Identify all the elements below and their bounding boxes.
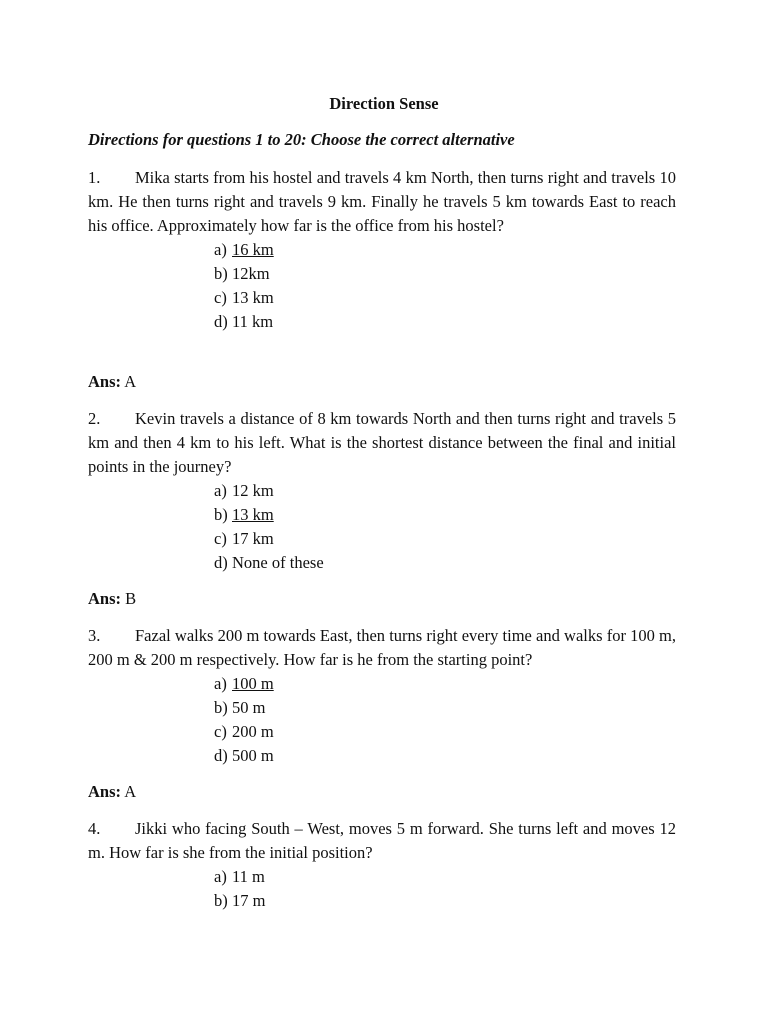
option-b: b) 50 m [214,698,266,717]
option-list [88,672,676,768]
option-b: b) 13 km [214,505,274,524]
option-b: b) 17 m [214,891,266,910]
answer-1 [88,372,136,392]
question-number: 4. [88,819,101,838]
answer-label: Ans: [88,782,122,801]
option-d: d) 11 km [214,312,274,331]
question-number: 3. [88,626,101,645]
answer-label: Ans: [88,589,122,608]
directions-text: Directions for questions 1 to 20: Choose the correct alternative [88,130,515,149]
option-list [88,865,676,913]
document-title: Direction Sense [329,94,439,113]
question-text [88,624,676,672]
option-list [88,479,676,575]
option-c: c) 200 m [214,722,274,741]
answer-value: B [125,589,137,608]
question-text [88,407,676,479]
option-d: d) 500 m [214,746,274,765]
question-body: Kevin travels a distance of 8 km towards North and then turns right and travels 5 km and then 4 km to his left. What is the shortest distance between the final and initial points in the journey? [88,409,676,476]
option-a: a) 11 m [214,867,265,886]
answer-value: A [124,782,137,801]
option-a: a) 16 km [214,240,274,259]
option-a: a) 12 km [214,481,274,500]
question-2 [88,407,676,575]
question-3 [88,624,676,768]
answer-3 [88,782,136,802]
option-list [88,238,676,334]
question-text [88,817,676,865]
question-number: 2. [88,409,101,428]
question-body: Jikki who facing South – West, moves 5 m forward. She turns left and moves 12 m. How far is she from the initial position? [88,819,676,862]
correct-option-text: 13 km [232,505,274,524]
option-c: c) 13 km [214,288,274,307]
option-c: c) 17 km [214,529,274,548]
question-body: Mika starts from his hostel and travels 4 km North, then turns right and travels 10 km. He then turns right and travels 9 km. Finally he travels 5 km towards East to reach his office. Approximately how far is the office from his hostel? [88,168,676,235]
option-b: b) 12km [214,264,270,283]
question-4 [88,817,676,913]
answer-value: A [124,372,137,391]
option-d: d) None of these [214,553,324,572]
correct-option-text: 100 m [232,674,274,693]
answer-label: Ans: [88,372,122,391]
question-number: 1. [88,168,101,187]
question-body: Fazal walks 200 m towards East, then turns right every time and walks for 100 m, 200 m & 200 m respectively. How far is he from the starting point? [88,626,676,669]
question-text [88,166,676,238]
option-a: a) 100 m [214,674,274,693]
answer-2 [88,589,136,609]
correct-option-text: 16 km [232,240,274,259]
question-1 [88,166,676,334]
